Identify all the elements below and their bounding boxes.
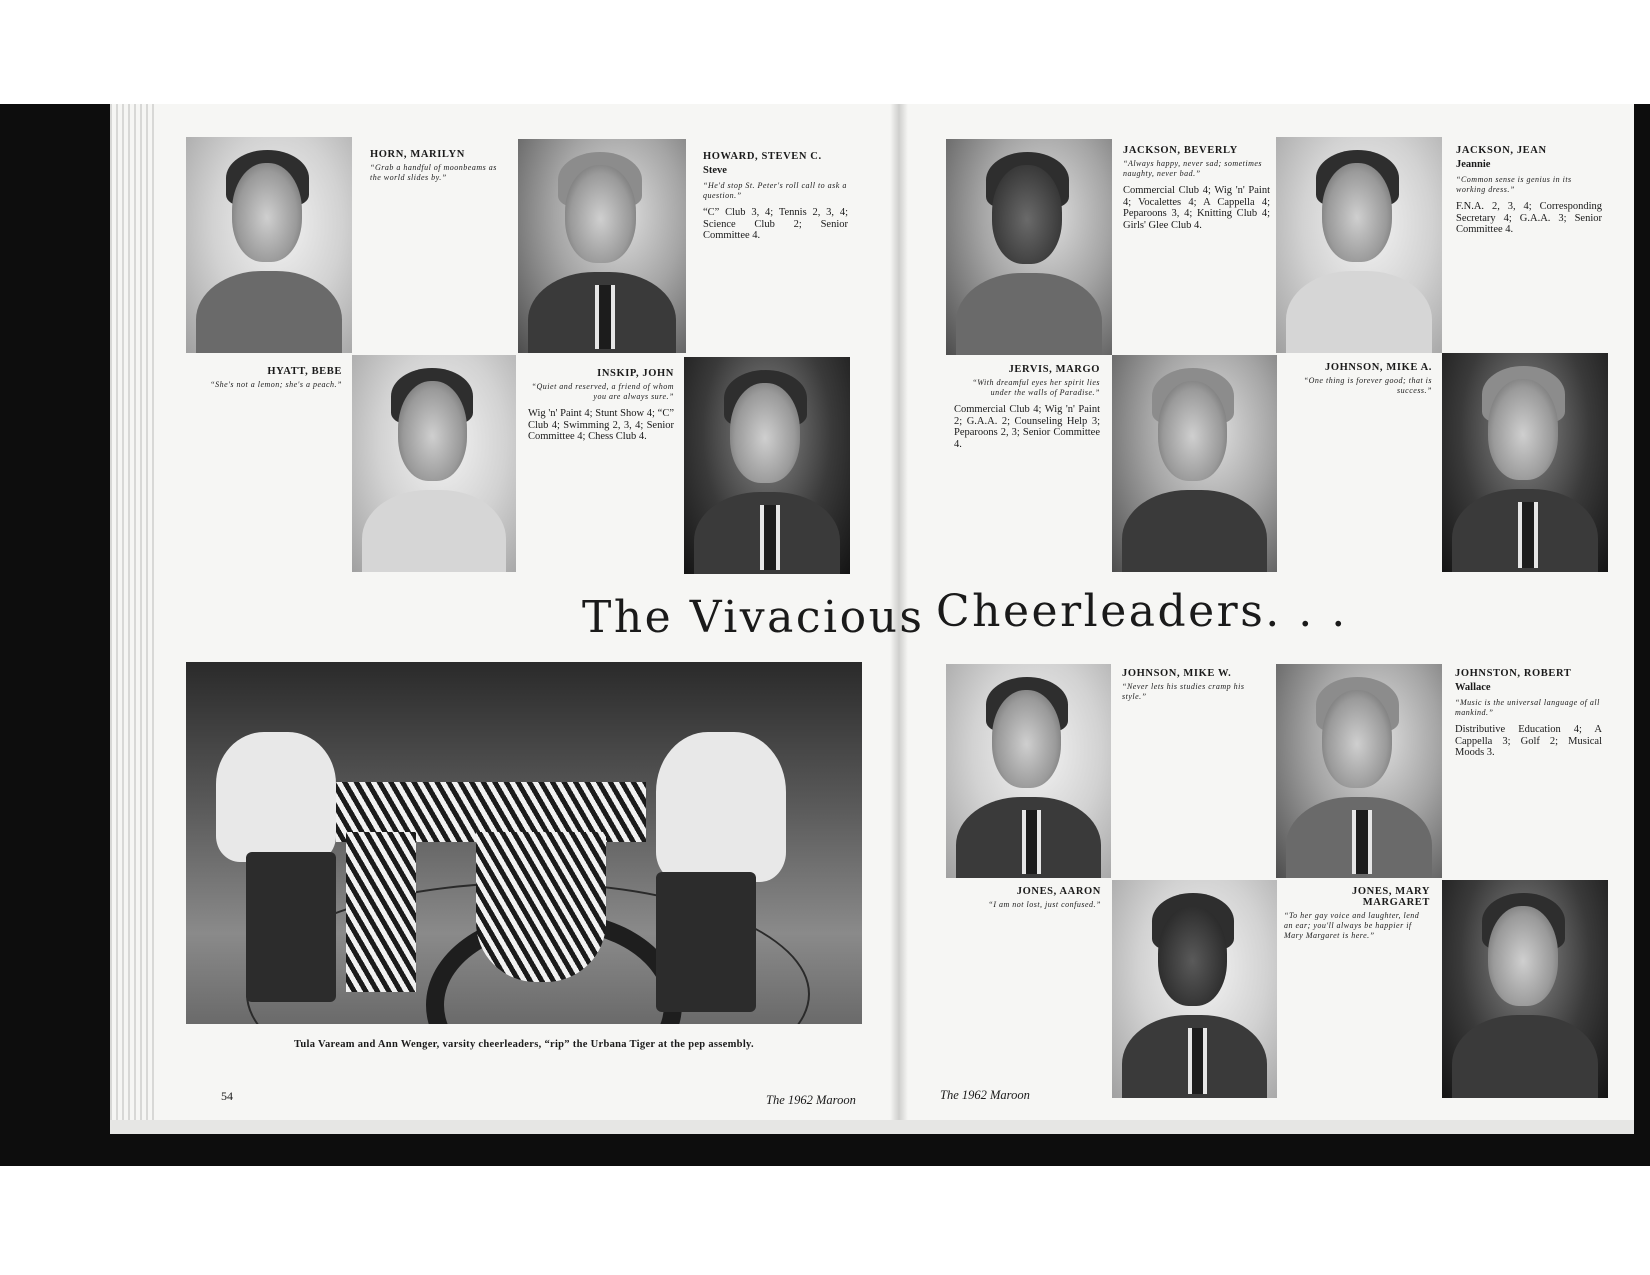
student-quote: “Always happy, never sad; sometimes naughty, never bad.”	[1123, 159, 1263, 178]
footer-right: The 1962 Maroon	[940, 1088, 1030, 1102]
photo-johnston-robert	[1276, 664, 1442, 878]
student-quote: “Never lets his studies cramp his style.”	[1122, 682, 1245, 701]
entry-inskip-john	[528, 368, 674, 443]
student-quote: “Grab a handful of moonbeams as the world slides by.”	[370, 163, 497, 182]
student-activities: Commercial Club 4; Wig 'n' Paint 2; G.A.A. 2; Counseling Help 3; Peparoons 2, 3; Senior Committee 4.	[954, 404, 1100, 450]
student-name: JONES, AARON	[1016, 886, 1101, 897]
page-edges	[110, 104, 158, 1134]
student-quote: “I am not lost, just confused.”	[988, 900, 1101, 909]
heading-right: Cheerleaders. . .	[936, 586, 1348, 637]
photo-johnson-mike-w	[946, 664, 1111, 878]
student-nickname: Jeannie	[1456, 159, 1491, 170]
page-bottom-curl	[110, 1120, 1634, 1134]
student-name: HYATT, BEBE	[267, 366, 342, 377]
page-number: 54	[221, 1089, 233, 1103]
student-quote: “She's not a lemon; she's a peach.”	[210, 380, 342, 389]
entry-horn-marilyn	[370, 149, 504, 189]
student-nickname: Steve	[703, 165, 727, 176]
student-activities: “C” Club 3, 4; Tennis 2, 3, 4; Science Club 2; Senior Committee 4.	[703, 207, 848, 241]
entry-jackson-beverly	[1123, 145, 1270, 231]
entry-johnston-robert	[1455, 668, 1602, 759]
photo-hyatt-bebe	[352, 355, 516, 572]
student-name: JACKSON, JEAN	[1456, 145, 1547, 156]
student-quote: “With dreamful eyes her spirit lies under the walls of Paradise.”	[972, 378, 1100, 397]
student-activities: Wig 'n' Paint 4; Stunt Show 4; “C” Club 4; Swimming 2, 3, 4; Senior Committee 4; Chess Club 4.	[528, 408, 674, 442]
entry-jones-mary-margaret	[1284, 886, 1430, 947]
photo-johnson-mike-a	[1442, 353, 1608, 572]
photo-horn-marilyn	[186, 137, 352, 353]
student-activities: F.N.A. 2, 3, 4; Corresponding Secretary 4; G.A.A. 3; Senior Committee 4.	[1456, 201, 1602, 235]
cheerleaders-photo	[186, 662, 862, 1024]
student-quote: “Music is the universal language of all mankind.”	[1455, 698, 1600, 717]
photo-jones-mary-margaret	[1442, 880, 1608, 1098]
entry-jervis-margo	[954, 364, 1100, 450]
photo-inskip-john	[684, 357, 850, 574]
student-name: HORN, MARILYN	[370, 149, 465, 160]
student-name: HOWARD, STEVEN C.	[703, 151, 822, 162]
photo-jones-aaron	[1112, 880, 1277, 1098]
entry-howard-steven	[703, 151, 848, 242]
photo-howard-steven	[518, 139, 686, 353]
photo-jackson-beverly	[946, 139, 1112, 355]
entry-johnson-mike-a	[1286, 362, 1432, 402]
entry-johnson-mike-w	[1122, 668, 1262, 708]
student-activities: Commercial Club 4; Wig 'n' Paint 4; Vocalettes 4; A Cappella 4; Peparoons 3, 4; Knitting Club 4; Girls' Glee Club 4.	[1123, 185, 1270, 231]
student-quote: “He'd stop St. Peter's roll call to ask a question.”	[703, 181, 847, 200]
student-name: JOHNSON, MIKE W.	[1122, 668, 1232, 679]
photo-caption: Tula Vaream and Ann Wenger, varsity cheerleaders, “rip” the Urbana Tiger at the pep assembly.	[294, 1039, 754, 1050]
student-name: JOHNSON, MIKE A.	[1324, 362, 1432, 373]
entry-hyatt-bebe	[196, 366, 342, 396]
student-quote: “One thing is forever good; that is success.”	[1303, 376, 1432, 395]
student-quote: “To her gay voice and laughter, lend an ear; you'll always be happier if Mary Margaret is here.”	[1284, 911, 1420, 940]
student-name: JOHNSTON, ROBERT	[1455, 668, 1572, 679]
entry-jackson-jean	[1456, 145, 1602, 236]
photo-jackson-jean	[1276, 137, 1442, 353]
footer-left: The 1962 Maroon	[766, 1093, 856, 1107]
student-quote: “Common sense is genius in its working dress.”	[1456, 175, 1572, 194]
student-activities: Distributive Education 4; A Cappella 3; Golf 2; Musical Moods 3.	[1455, 724, 1602, 758]
student-name: INSKIP, JOHN	[597, 368, 674, 379]
student-name: JERVIS, MARGO	[1008, 364, 1100, 375]
student-quote: “Quiet and reserved, a friend of whom you are always sure.”	[531, 382, 674, 401]
photo-jervis-margo	[1112, 355, 1277, 572]
entry-jones-aaron	[956, 886, 1101, 916]
student-name: JACKSON, BEVERLY	[1123, 145, 1238, 156]
heading-left: The Vivacious	[582, 592, 925, 643]
student-nickname: Wallace	[1455, 682, 1491, 693]
student-name: JONES, MARY MARGARET	[1352, 886, 1430, 908]
